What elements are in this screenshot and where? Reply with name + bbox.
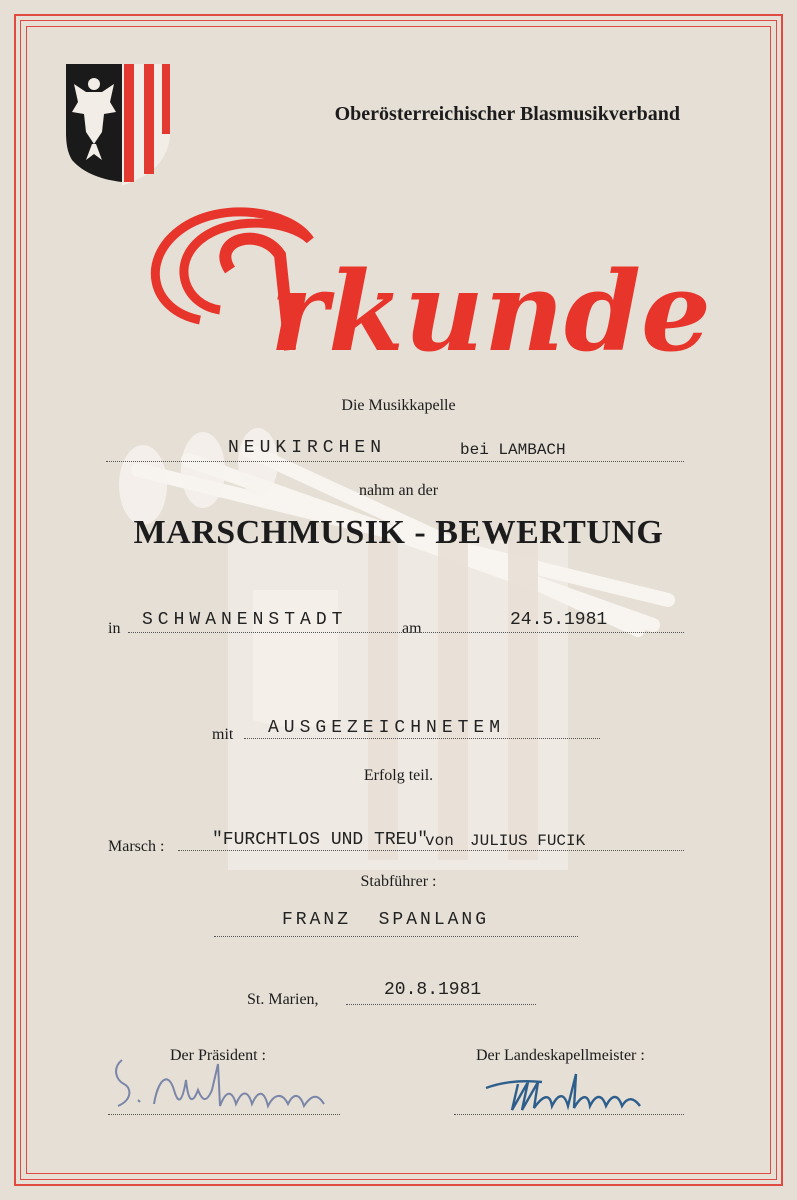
success-text: Erfolg teil. — [363, 767, 434, 784]
urkunde-title — [140, 200, 712, 376]
president-dotted-line — [108, 1114, 340, 1115]
march-composer: JULIUS FUCIK — [470, 832, 586, 850]
stabfuehrer-dotted-line — [214, 936, 578, 937]
result-value: AUSGEZEICHNETEM — [268, 718, 506, 738]
event-date-value: 24.5.1981 — [510, 610, 608, 630]
band-dotted-line — [106, 461, 684, 462]
location-dotted-line — [128, 632, 684, 633]
march-dotted-line — [178, 850, 684, 851]
band-place: bei LAMBACH — [460, 441, 566, 459]
stabfuehrer-name: FRANZ SPANLANG — [282, 910, 490, 930]
am-label: am — [402, 620, 422, 637]
date-signed: 20.8.1981 — [384, 980, 482, 1000]
president-label: Der Präsident : — [170, 1047, 266, 1064]
eagle-crest-icon — [64, 62, 172, 194]
date-dotted-line — [346, 1004, 536, 1005]
kapellmeister-dotted-line — [454, 1114, 684, 1115]
kapellmeister-label: Der Landeskapellmeister : — [476, 1047, 645, 1064]
band-name: NEUKIRCHEN — [228, 438, 387, 458]
urkunde-title-lettering — [140, 200, 712, 376]
stabfuehrer-label: Stabführer : — [360, 873, 437, 890]
svg-text:rkunde: rkunde — [270, 247, 712, 376]
march-title: "FURCHTLOS UND TREU" — [212, 830, 429, 850]
result-dotted-line — [244, 738, 600, 739]
mit-label: mit — [212, 726, 234, 743]
event-title: MARSCHMUSIK - BEWERTUNG — [133, 514, 664, 551]
president-signature — [108, 1050, 338, 1116]
kapellmeister-signature — [482, 1060, 652, 1116]
in-label: in — [108, 620, 121, 637]
organization-name: Oberösterreichischer Blasmusikverband — [334, 103, 680, 125]
march-label: Marsch : — [108, 838, 165, 855]
place-signed: St. Marien, — [247, 991, 319, 1008]
march-von: von — [425, 832, 454, 850]
band-label: Die Musikkapelle — [341, 397, 456, 414]
location-value: SCHWANENSTADT — [142, 610, 348, 630]
participated-text: nahm an der — [358, 482, 439, 499]
